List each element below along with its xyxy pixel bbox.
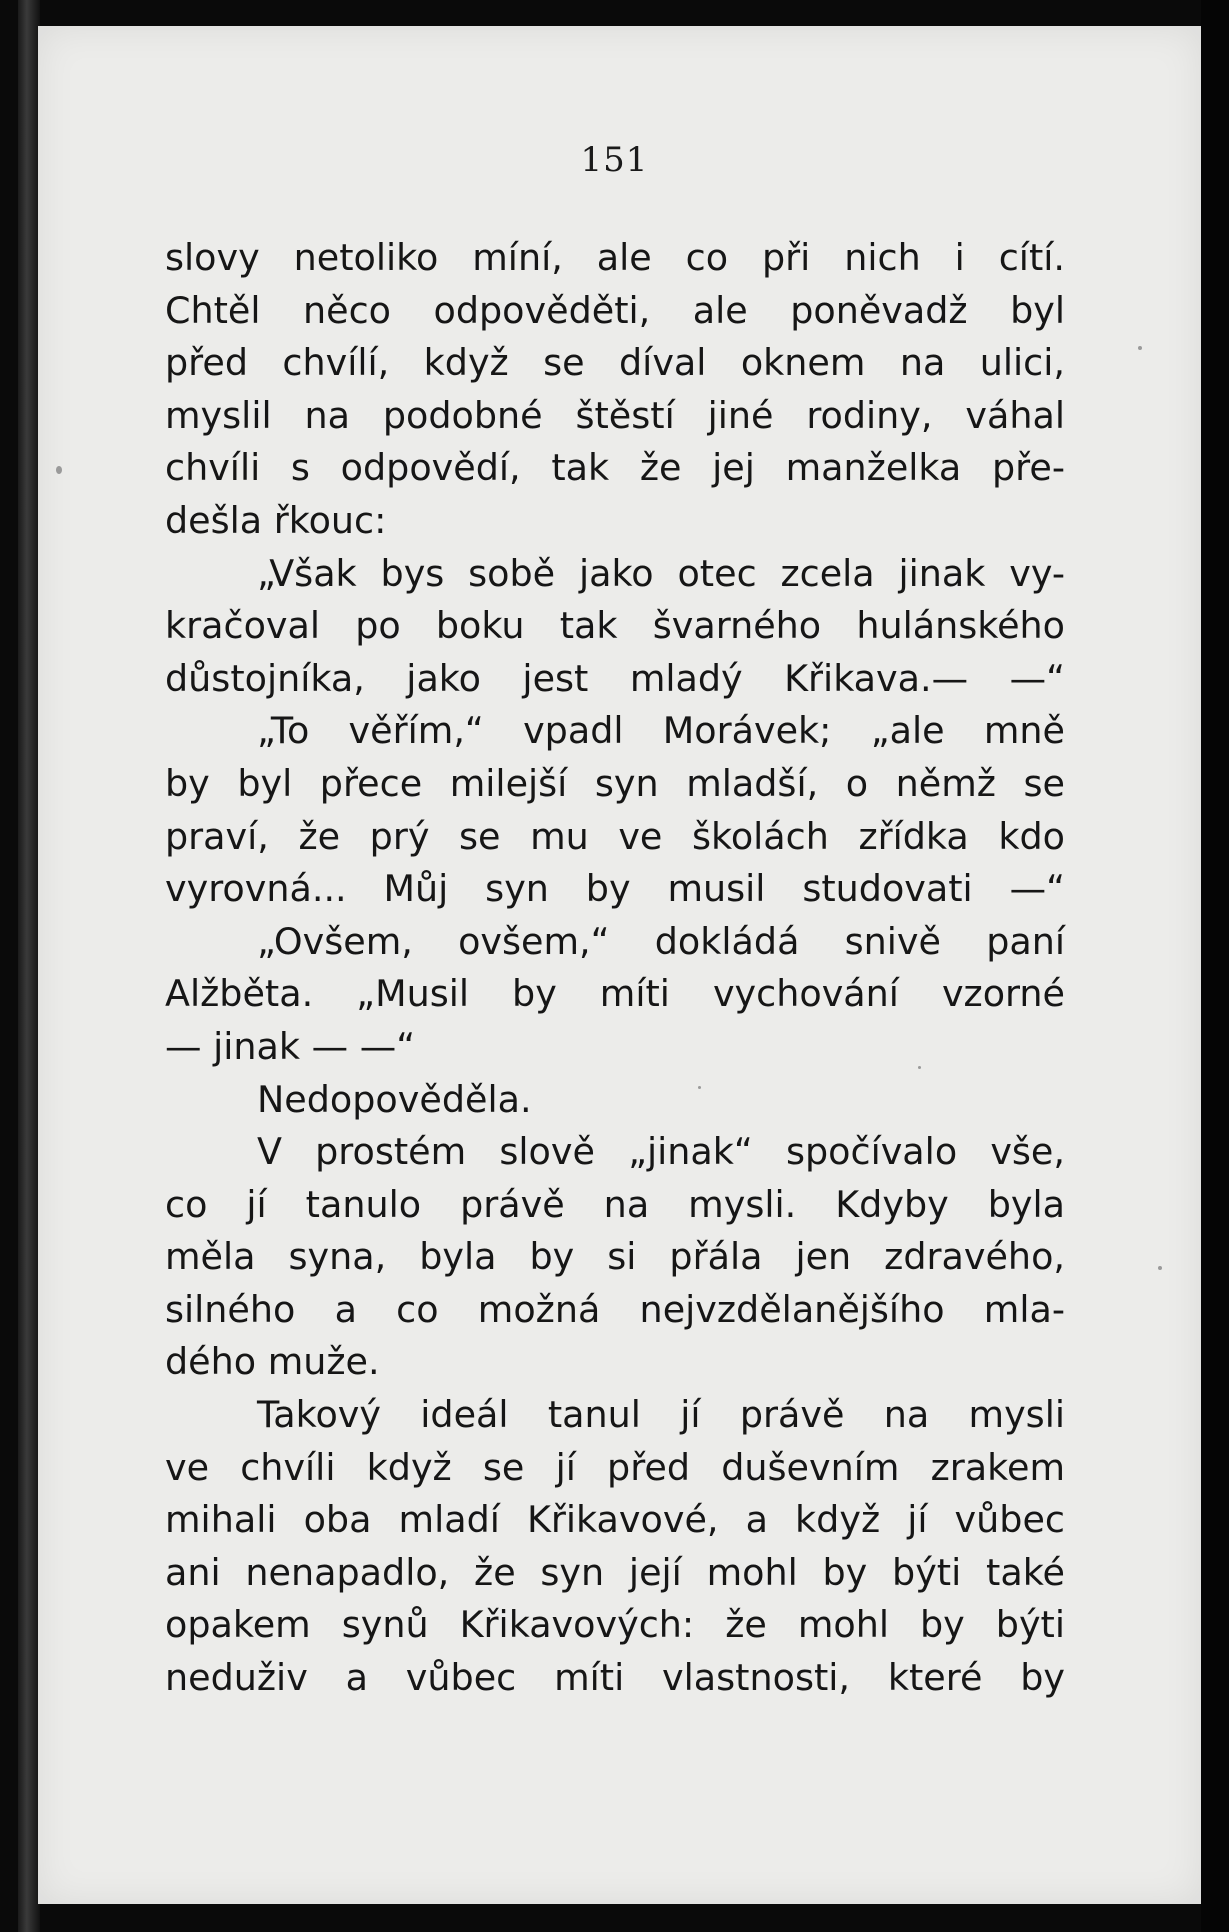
text-line: kračoval po boku tak švarného hulánského [165, 604, 1065, 648]
text-line: silného a co možná nejvzdělanějšího mla- [165, 1287, 1065, 1331]
text-line: myslil na podobné štěstí jiné rodiny, váhal [165, 393, 1065, 437]
text-line: co jí tanulo právě na mysli. Kdyby byla [165, 1182, 1065, 1226]
text-line: vyrovná... Můj syn by musil studovati —“ [165, 867, 1065, 911]
text-line: praví, že prý se mu ve školách zřídka kdo [165, 814, 1065, 858]
text-line: Alžběta. „Musil by míti vychování vzorné [165, 972, 1065, 1016]
paper-speck [1158, 1266, 1162, 1270]
text-line: Takový ideál tanul jí právě na mysli [257, 1393, 1065, 1437]
text-line: by byl přece milejší syn mladší, o němž se [165, 761, 1065, 805]
paper-speck [56, 466, 62, 474]
text-line: V prostém slově „jinak“ spočívalo vše, [257, 1130, 1065, 1174]
text-line: opakem synů Křikavových: že mohl by býti [165, 1603, 1065, 1647]
text-line: Nedopověděla. [257, 1077, 532, 1121]
text-line: chvíli s odpovědí, tak že jej manželka pře- [165, 446, 1065, 490]
text-line: — jinak — —“ [165, 1024, 416, 1068]
text-line: Chtěl něco odpověděti, ale poněvadž byl [165, 288, 1065, 332]
text-line: „Však bys sobě jako otec zcela jinak vy- [257, 551, 1065, 595]
text-line: „To věřím,“ vpadl Morávek; „ale mně [257, 709, 1065, 753]
page-right-shadow [1201, 0, 1229, 1932]
text-line: mihali oba mladí Křikavové, a když jí vůbec [165, 1498, 1065, 1542]
text-line: před chvílí, když se díval oknem na ulici, [165, 341, 1065, 385]
body-text [165, 232, 1065, 1705]
text-line: „Ovšem, ovšem,“ dokládá snivě paní [257, 919, 1065, 963]
paper-speck [1138, 346, 1142, 350]
text-line: ani nenapadlo, že syn její mohl by býti také [165, 1550, 1065, 1594]
text-line: dešla řkouc: [165, 498, 387, 542]
text-line: ve chvíli když se jí před duševním zrakem [165, 1445, 1065, 1489]
text-line: slovy netoliko míní, ale co při nich i cítí. [165, 236, 1065, 279]
text-line: důstojníka, jako jest mladý Křikava.— —“ [165, 656, 1065, 700]
text-line: neduživ a vůbec míti vlastnosti, které by [165, 1656, 1065, 1700]
text-line: dého muže. [165, 1340, 380, 1384]
page-number: 151 [580, 140, 649, 180]
text-line: měla syna, byla by si přála jen zdravého, [165, 1235, 1065, 1279]
book-binding-edge [18, 0, 40, 1932]
